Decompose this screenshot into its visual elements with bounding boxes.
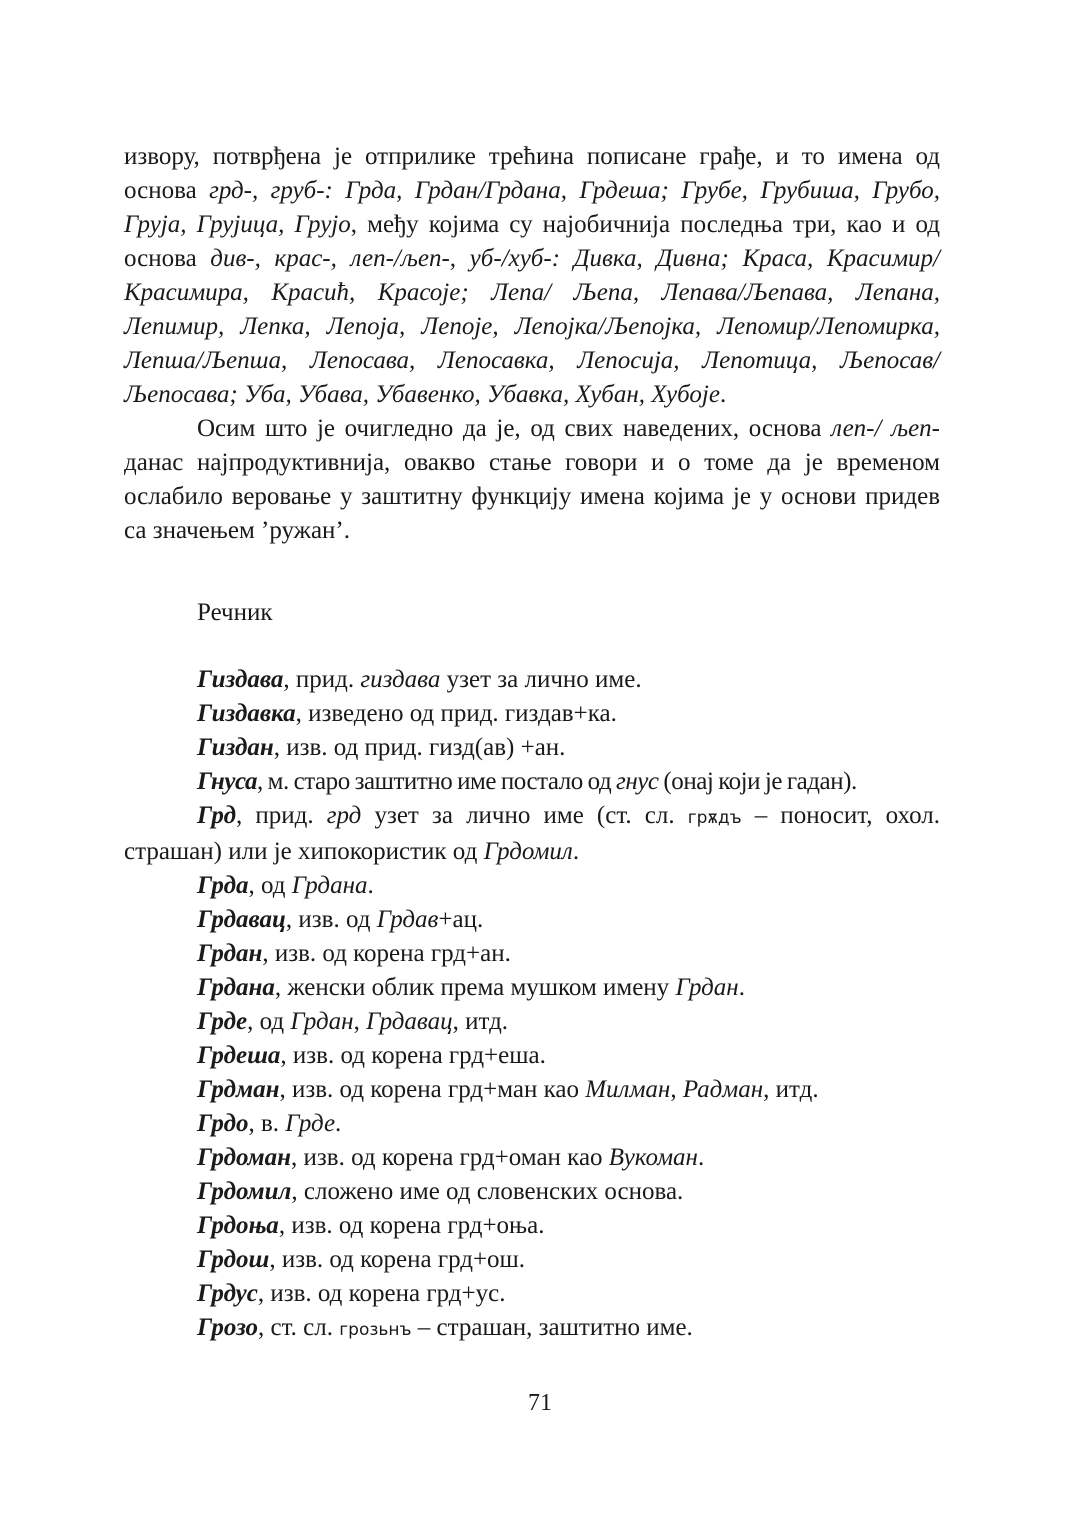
section-heading: Речник: [197, 599, 273, 626]
entry-grdoman: Грдоман, изв. од корена грд+оман као Вукоман.: [197, 1144, 705, 1171]
entry-grdana: Грдана, женски облик према мушком имену Грдан.: [197, 974, 745, 1001]
entry-grda: Грда, од Грдана.: [197, 872, 374, 899]
entry-gnusa: Гнуса, м. старо заштитно име постало од гнус (онај који је гадан).: [197, 768, 857, 795]
dictionary-entries: [124, 663, 940, 1347]
entry-grdonja: Грдоња, изв. од корена грд+оња.: [197, 1212, 545, 1239]
intro-paragraph-2: Осим што је очигледно да је, од свих наведених, основа леп-/ љеп- данас најпродуктивнија, овакво стање говори и о томе да је временом ослабило веровање у заштитну функцију имена којима је у основи придев са значењем ’ружан’.: [124, 415, 940, 544]
entry-gizdavka: Гиздавка, изведено од прид. гиздав+ка.: [197, 700, 617, 727]
page-number: 71: [528, 1390, 552, 1416]
entry-grdesa: Грдеша, изв. од корена грд+еша.: [197, 1042, 546, 1069]
intro-paragraph-1: извору, потврђена је отприлике трећина пописане грађе, и то имена од основа грд-, груб-: Грда, Грдан/Грдана, Грдеша; Грубе, Грубиша, Грубо, Груја, Грујица, Грујо, међу којима су најобичнија последња три, као и од основа див-, крас-, леп-/љеп-, уб-/хуб-: Дивка, Дивна; Краса, Красимир/ Красимира, Красић, Красоје; Лепа/ Љепа, Лепава/Љепава, Лепана, Лепимир, Лепка, Лепоја, Лепоје, Лепојка/Љепојка, Лепомир/Лепомирка, Лепша/Љепша, Лепосава, Лепосавка, Лепосија, Лепотица, Љепосав/Љепосава; Уба, Убава, Убавенко, Убавка, Хубан, Хубоје.: [124, 143, 941, 408]
entry-grdomil: Грдомил, сложено име од словенских основа.: [197, 1178, 684, 1205]
entry-grdus: Грдус, изв. од корена грд+ус.: [197, 1280, 506, 1307]
entry-grdavac: Грдавац, изв. од Грдав+ац.: [197, 906, 484, 933]
entry-grdos: Грдош, изв. од корена грд+ош.: [197, 1246, 526, 1273]
page-body: [124, 140, 940, 1347]
entry-grdo: Грдо, в. Грде.: [197, 1110, 342, 1137]
entry-grdan: Грдан, изв. од корена грд+ан.: [197, 940, 511, 967]
entry-grozo: Грозо, ст. сл. грозьнъ – страшан, заштитно име.: [197, 1314, 693, 1341]
entry-grdman: Грдман, изв. од корена грд+ман као Милман, Радман, итд.: [197, 1076, 819, 1103]
entry-grd: Грд, прид. грд узет за лично име (ст. сл. грѫдъ – поносит, охол. страшан) или је хипокористик од Грдомил.: [124, 802, 940, 865]
entry-grde: Грде, од Грдан, Грдавац, итд.: [197, 1008, 509, 1035]
entry-gizdan: Гиздан, изв. од прид. гизд(ав) +ан.: [197, 734, 566, 761]
entry-gizdava: Гиздава, прид. гиздава узет за лично име.: [197, 666, 642, 693]
intro-text: [124, 140, 940, 548]
